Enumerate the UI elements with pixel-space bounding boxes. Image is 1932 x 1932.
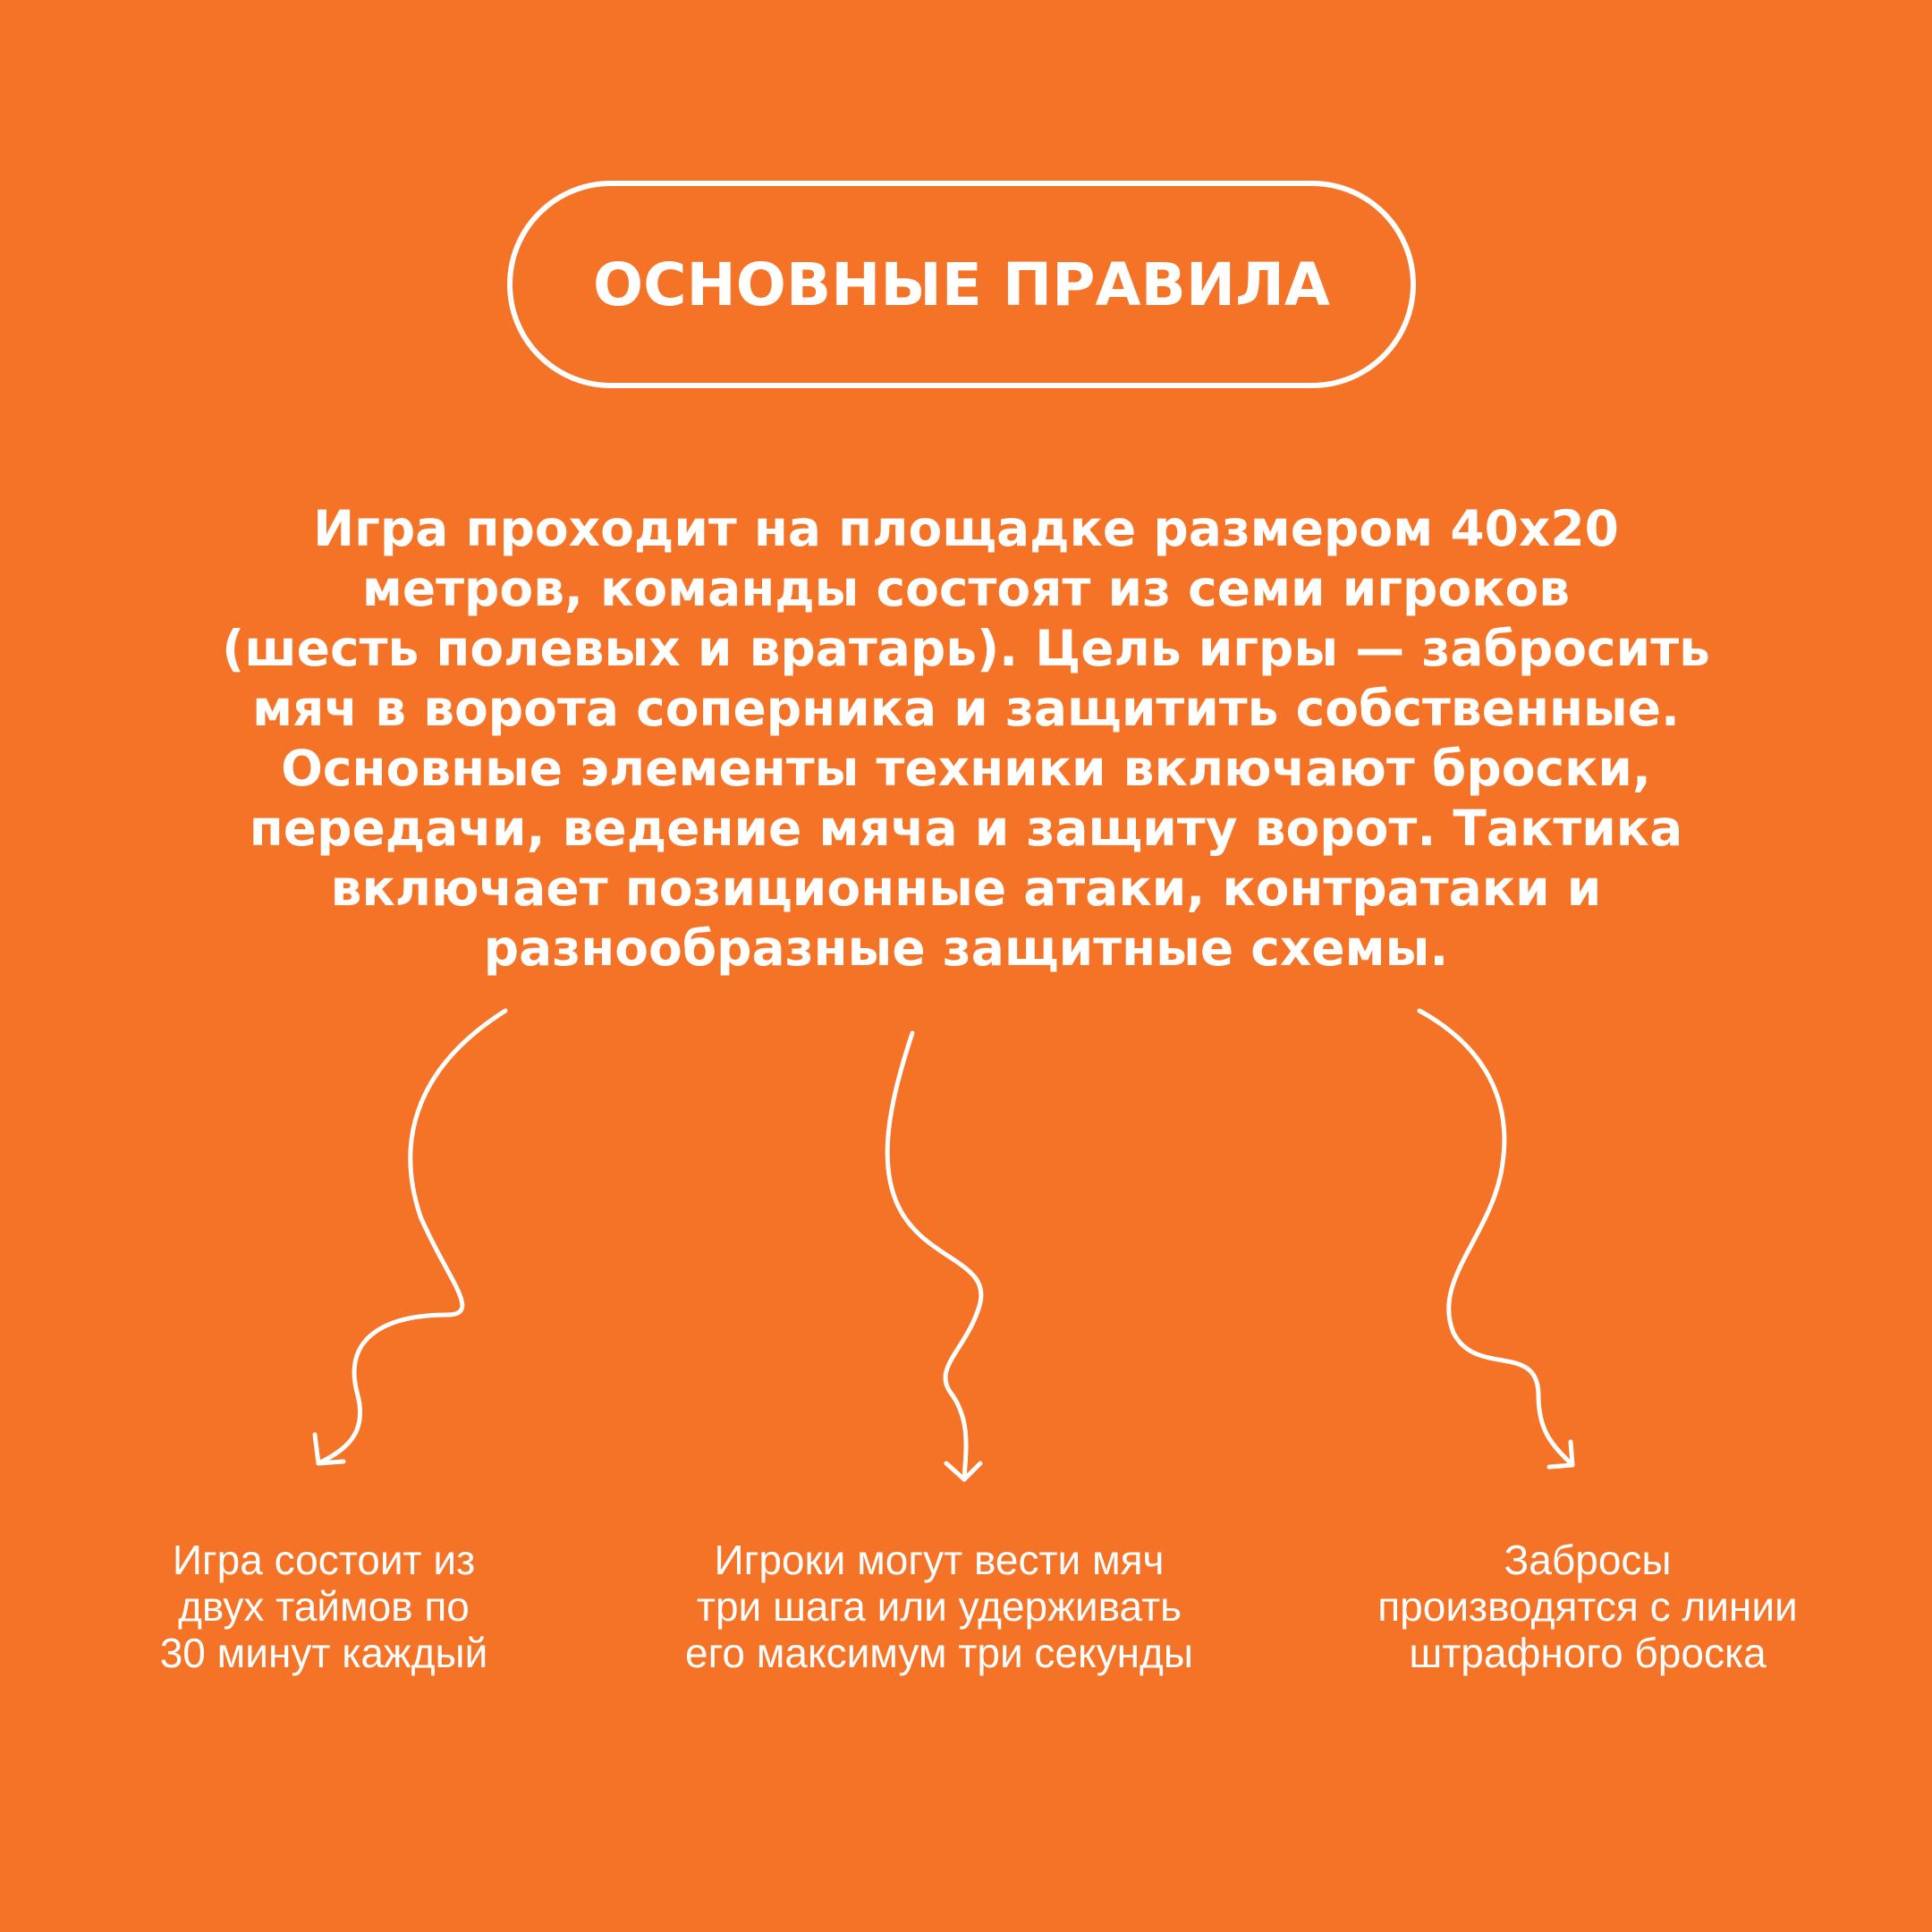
rule-line: двух таймов по: [178, 1583, 470, 1630]
intro-line: мяч в ворота соперника и защитить собственные.: [252, 680, 1680, 737]
squiggly-arrow-icon: [1419, 1011, 1572, 1467]
page-title: ОСНОВНЫЕ ПРАВИЛА: [592, 250, 1330, 319]
rule-line: 30 минут каждый: [159, 1630, 488, 1676]
intro-line: Игра проходит на площадке размером 40x20: [313, 500, 1619, 557]
rule-line: его максимум три секунды: [685, 1630, 1193, 1676]
squiggly-arrow-icon: [887, 1033, 981, 1479]
rule-item-steps: [626, 1537, 1252, 1676]
rule-line: три шага или удерживать: [696, 1583, 1182, 1630]
intro-line: метров, команды состоят из семи игроков: [361, 560, 1571, 617]
squiggly-arrow-icon: [315, 1011, 505, 1463]
rule-line: Забросы: [1504, 1537, 1672, 1583]
intro-line: передачи, ведение мяча и защиту ворот. Тактика: [249, 800, 1683, 857]
rule-line: производятся с линии: [1377, 1583, 1798, 1630]
rule-line: Игроки могут вести мяч: [714, 1537, 1165, 1583]
rule-line: штрафного броска: [1409, 1630, 1767, 1676]
intro-line: Основные элементы техники включают броски,: [281, 740, 1651, 797]
intro-line: включает позиционные атаки, контратаки и: [330, 860, 1602, 917]
rule-item-throws: [1342, 1537, 1834, 1676]
rule-item-halves: [100, 1537, 547, 1676]
intro-line: разнообразные защитные схемы.: [483, 919, 1449, 977]
intro-line: (шесть полевых и вратарь). Цель игры — забросить: [222, 620, 1710, 677]
rule-line: Игра состоит из: [172, 1537, 476, 1583]
